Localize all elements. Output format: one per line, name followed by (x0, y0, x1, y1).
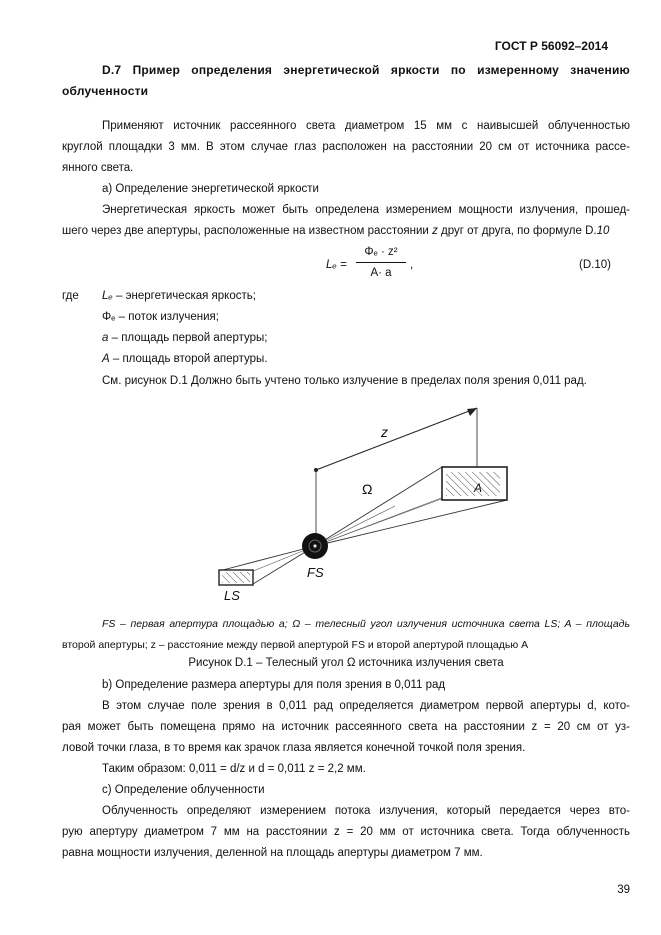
part-c-heading: c) Определение облученности (102, 784, 265, 796)
part-b-heading: b) Определение размера апертуры для поля зрения в 0,011 рад (102, 679, 446, 691)
where-item-2: Φₑ – поток излучения; (102, 311, 219, 323)
part-b-line2: рая может быть помещена прямо на источник рассеянного света на расстоянии z = 20 см от уз- (62, 721, 630, 733)
ray-top (315, 467, 442, 546)
section-title-line1: D.7 Пример определения энергетической яркости по измеренному значению (102, 63, 630, 77)
omega-label: Ω (362, 481, 373, 497)
where-label: где (62, 290, 79, 302)
page-number: 39 (617, 884, 630, 896)
part-b-line1: В этом случае поле зрения в 0,011 рад определяется диаметром первой апертуры d, кото- (102, 700, 630, 712)
intro-paragraph (62, 116, 630, 179)
aperture-A-hatch (446, 472, 500, 496)
part-c-line3: равна мощности излучения, деленной на площадь апертуры диаметром 7 мм. (62, 847, 483, 859)
figure-caption: Рисунок D.1 – Телесный угол Ω источника излучения света (188, 657, 504, 669)
figure-note (62, 614, 630, 656)
aperture-A-label: A (474, 481, 483, 495)
see-figure-text: См. рисунок D.1 Должно быть учтено только излучение в пределах поля зрения 0,011 рад. (102, 375, 587, 387)
part-b-paragraph (62, 696, 630, 759)
part-c-line1: Облученность определяют измерением потока излучения, который передается через вто- (102, 805, 630, 817)
solid-angle-diagram (200, 396, 520, 606)
fraction-bar (356, 262, 406, 263)
formula-numerator: Φₑ · z² (364, 246, 398, 258)
figure-note-line1: FS – первая апертура площадью a; Ω – телесный угол излучения источника света LS; A – площадь (102, 618, 630, 630)
part-a-line2: шего через две апертуры, расположенные на известном расстоянии z друг от друга, по формуле D.10 (62, 225, 610, 237)
z-arrowhead (467, 408, 477, 416)
where-item-1: Lₑ – энергетическая яркость; (102, 290, 256, 302)
section-title (62, 60, 630, 102)
part-b-result: Таким образом: 0,011 = d/z и d = 0,011 z = 2,2 мм. (102, 763, 366, 775)
part-a-heading: а) Определение энергетической яркости (102, 183, 319, 195)
intro-line2: круглой площадки 3 мм. В этом случае глаз расположен на расстоянии 20 см от источника рассе- (62, 141, 630, 153)
source-ray-top (219, 546, 315, 571)
part-b-line3: ловой точки глаза, в то время как зрачок глаза является конечной точкой поля зрения. (62, 742, 526, 754)
z-label: z (381, 424, 388, 440)
where-item-3: a – площадь первой апертуры; (102, 332, 268, 344)
ray-mid-3 (315, 506, 395, 546)
intro-line3: янного света. (62, 162, 134, 174)
ray-mid-2 (315, 492, 460, 546)
ray-bottom (315, 500, 507, 546)
part-c-line2: рую апертуру диаметром 7 мм на расстоянии z = 20 мм от источника света. Тогда облученность (62, 826, 630, 838)
fs-label: FS (307, 565, 324, 580)
aperture-FS-center (313, 544, 316, 547)
light-source-hatch (222, 572, 250, 583)
where-item-4: A – площадь второй апертуры. (102, 353, 268, 365)
formula-fraction (356, 243, 406, 282)
part-c-paragraph (62, 801, 630, 864)
formula (326, 243, 436, 285)
z-dimension-line (316, 408, 477, 470)
figure-note-line2: второй апертуры; z – расстояние между первой апертурой FS и второй апертурой площадью A (62, 639, 529, 651)
formula-comma: , (410, 259, 414, 271)
document-header: ГОСТ Р 56092–2014 (494, 39, 608, 53)
ls-label: LS (224, 588, 240, 603)
part-a-line1: Энергетическая яркость может быть определена измерением мощности излучения, прошед- (102, 204, 630, 216)
section-title-line2: облученности (62, 84, 149, 98)
equation-number: (D.10) (579, 259, 611, 271)
formula-denominator: A· a (370, 267, 392, 279)
formula-lhs: Lₑ = (326, 259, 347, 271)
z-start-dot (314, 468, 318, 472)
part-a-paragraph (62, 200, 630, 242)
intro-line1: Применяют источник рассеянного света диаметром 15 мм с наивысшей облученностью (102, 120, 630, 132)
